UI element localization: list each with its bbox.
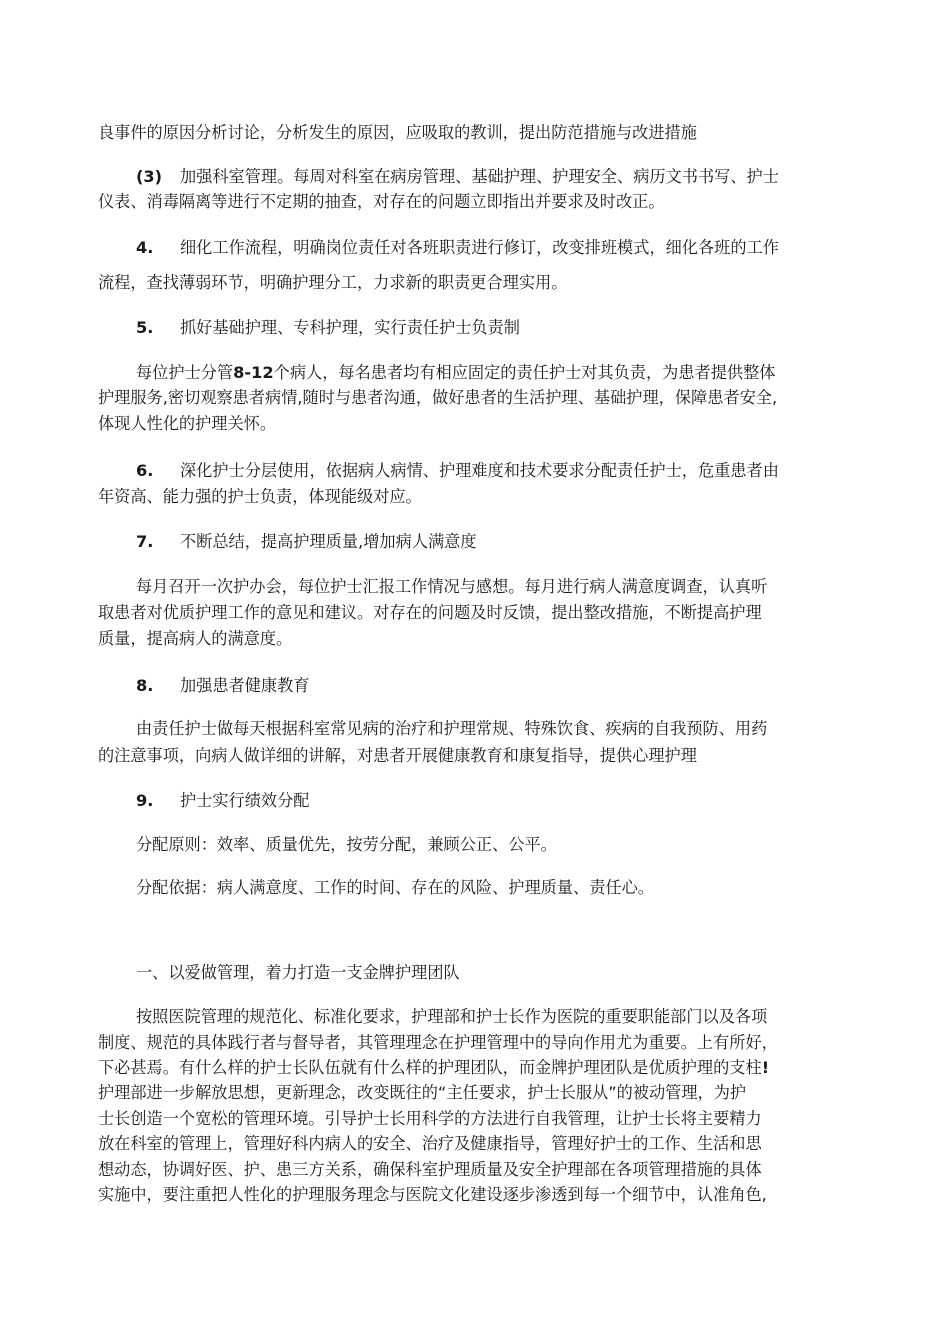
- paragraph-line: 实施中，要注重把人性化的护理服务理念与医院文化建设逐步渗透到每一个细节中，认准角色,: [98, 1185, 767, 1204]
- paragraph-line: 质量，提高病人的满意度。: [98, 629, 293, 648]
- paragraph-line: [136, 361, 856, 385]
- list-item-3: [136, 165, 856, 189]
- paragraph-line: 由责任护士做每天根据科室常见病的治疗和护理常规、特殊饮食、疾病的自我预防、用药: [136, 719, 768, 738]
- text-run: 每位护士分管: [136, 363, 234, 382]
- list-item-text: 细化工作流程，明确岗位责任对各班职责进行修订，改变排班模式，细化各班的工作: [180, 238, 779, 257]
- paragraph-line: 分配依据：病人满意度、工作的时间、存在的风险、护理质量、责任心。: [136, 878, 654, 897]
- section-heading: 一、以爱做管理，着力打造一支金牌护理团队: [136, 963, 460, 982]
- list-item-text: 抓好基础护理、专科护理，实行责任护士负责制: [180, 318, 520, 337]
- list-number: 8.: [136, 676, 154, 695]
- text-run-bold: !: [761, 1058, 770, 1077]
- text-run-bold: 8-12: [233, 363, 274, 382]
- paragraph-line: 制度、规范的具体践行者与督导者，其管理理念在护理管理中的导向作用尤为重要。上有所好，: [98, 1033, 778, 1052]
- list-item-4: [136, 236, 856, 260]
- list-item-text: 不断总结，提高护理质量,增加病人满意度: [180, 532, 477, 551]
- paragraph-line: 的注意事项，向病人做详细的讲解，对患者开展健康教育和康复指导，提供心理护理: [98, 746, 697, 765]
- list-number: 6.: [136, 461, 154, 480]
- paragraph-line: 放在科室的管理上，管理好科内病人的安全、治疗及健康指导，管理好护士的工作、生活和思: [98, 1134, 762, 1153]
- paragraph-line: 士长创造一个宽松的管理环境。引导护士长用科学的方法进行自我管理，让护士长将主要精力: [98, 1109, 762, 1128]
- text-run: 个病人，每名患者均有相应固定的责任护士对其负责，为患者提供整体: [273, 363, 776, 382]
- paragraph-line: 仪表、消毒隔离等进行不定期的抽查，对存在的问题立即指出并要求及时改正。: [98, 192, 665, 211]
- paragraph-line: 每月召开一次护办会，每位护士汇报工作情况与感想。每月进行病人满意度调查，认真听: [136, 577, 768, 596]
- list-item-text: 加强科室管理。每周对科室在病房管理、基础护理、护理安全、病历文书书写、护士: [180, 167, 779, 186]
- list-item-8: [136, 674, 856, 698]
- paragraph-line: [98, 1056, 858, 1080]
- list-item-7: [136, 530, 856, 554]
- list-item-9: [136, 789, 856, 813]
- list-number: (3): [136, 167, 163, 186]
- list-number: 5.: [136, 318, 154, 337]
- paragraph-line: 取患者对优质护理工作的意见和建议。对存在的问题及时反馈，提出整改措施，不断提高护理: [98, 603, 762, 622]
- paragraph-line: 良事件的原因分析讨论，分析发生的原因，应吸取的教训，提出防范措施与改进措施: [98, 123, 697, 142]
- list-item-5: [136, 316, 856, 340]
- paragraph-line: 按照医院管理的规范化、标准化要求，护理部和护士长作为医院的重要职能部门以及各项: [136, 1007, 768, 1026]
- paragraph-line: 想动态，协调好医、护、患三方关系，确保科室护理质量及安全护理部在各项管理措施的具体: [98, 1160, 762, 1179]
- list-item-text: 深化护士分层使用，依据病人病情、护理难度和技术要求分配责任护士，危重患者由: [180, 461, 779, 480]
- list-number: 4.: [136, 238, 154, 257]
- list-item-text: 加强患者健康教育: [180, 676, 310, 695]
- paragraph-line: 体现人性化的护理关怀。: [98, 414, 277, 433]
- paragraph-line: 护理部进一步解放思想，更新理念，改变既往的“主任要求，护士长服从”的被动管理，为护: [98, 1083, 747, 1102]
- list-item-6: [136, 459, 856, 483]
- list-item-text: 护士实行绩效分配: [180, 791, 310, 810]
- paragraph-line: 护理服务,密切观察患者病情,随时与患者沟通，做好患者的生活护理、基础护理，保障患者安全,: [98, 388, 778, 407]
- list-number: 9.: [136, 791, 154, 810]
- paragraph-line: 分配原则：效率、质量优先，按劳分配，兼顾公正、公平。: [136, 835, 557, 854]
- paragraph-line: 流程，查找薄弱环节，明确护理分工，力求新的职责更合理实用。: [98, 273, 568, 292]
- list-number: 7.: [136, 532, 154, 551]
- paragraph-line: 年资高、能力强的护士负责，体现能级对应。: [98, 487, 422, 506]
- text-run: 下必甚焉。有什么样的护士长队伍就有什么样的护理团队，而金牌护理团队是优质护理的支柱: [98, 1058, 762, 1077]
